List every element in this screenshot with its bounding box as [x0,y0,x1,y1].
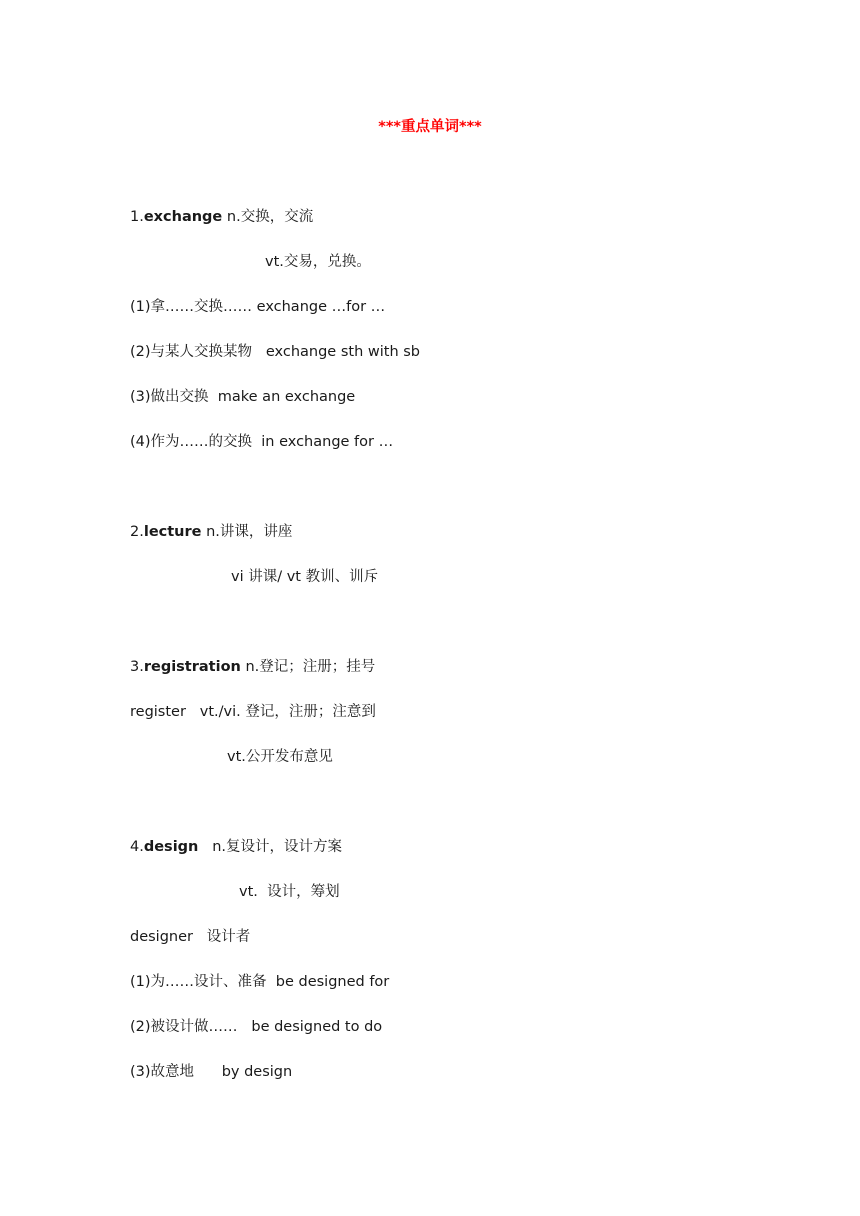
entry-word: exchange [143,209,223,225]
entry-heading-lecture [130,522,292,542]
phrase-line: (2)被设计做…… be designed to do [130,1019,383,1035]
entry-definition: n.复设计，设计方案 [198,839,343,855]
entry-heading-design [130,837,342,857]
entry-heading-registration [130,657,375,677]
phrase-line: (3)做出交换 make an exchange [130,389,356,405]
phrase-line: (3)故意地 by design [130,1064,293,1080]
related-word-line: designer 设计者 [130,929,251,945]
entry-definition: n.登记；注册；挂号 [240,659,376,675]
phrase-line: (4)作为……的交换 in exchange for … [130,434,394,450]
entry-number: 1. [130,209,144,225]
entry-number: 2. [130,524,144,540]
entry-number: 4. [130,839,144,855]
phrase-line: (2)与某人交换某物 exchange sth with sb [130,344,420,360]
entry-heading-exchange [130,207,313,227]
phrase-line: (1)拿……交换…… exchange …for … [130,299,386,315]
related-word-definition-secondary: vt.公开发布意见 [227,749,333,765]
page-title: ***重点单词*** [378,119,482,135]
entry-word: lecture [143,524,202,540]
related-word-line: register vt./vi. 登记，注册；注意到 [130,704,376,720]
entry-word: registration [143,659,241,675]
entry-definition-secondary: vi 讲课/ vt 教训、训斥 [231,569,379,585]
entry-word: design [143,839,199,855]
entry-definition-secondary: vt.交易，兑换。 [265,254,371,270]
entry-number: 3. [130,659,144,675]
phrase-line: (1)为……设计、准备 be designed for [130,974,390,990]
entry-definition-secondary: vt. 设计，筹划 [239,884,340,900]
entry-definition: n.讲课，讲座 [201,524,293,540]
entry-definition: n.交换，交流 [222,209,314,225]
